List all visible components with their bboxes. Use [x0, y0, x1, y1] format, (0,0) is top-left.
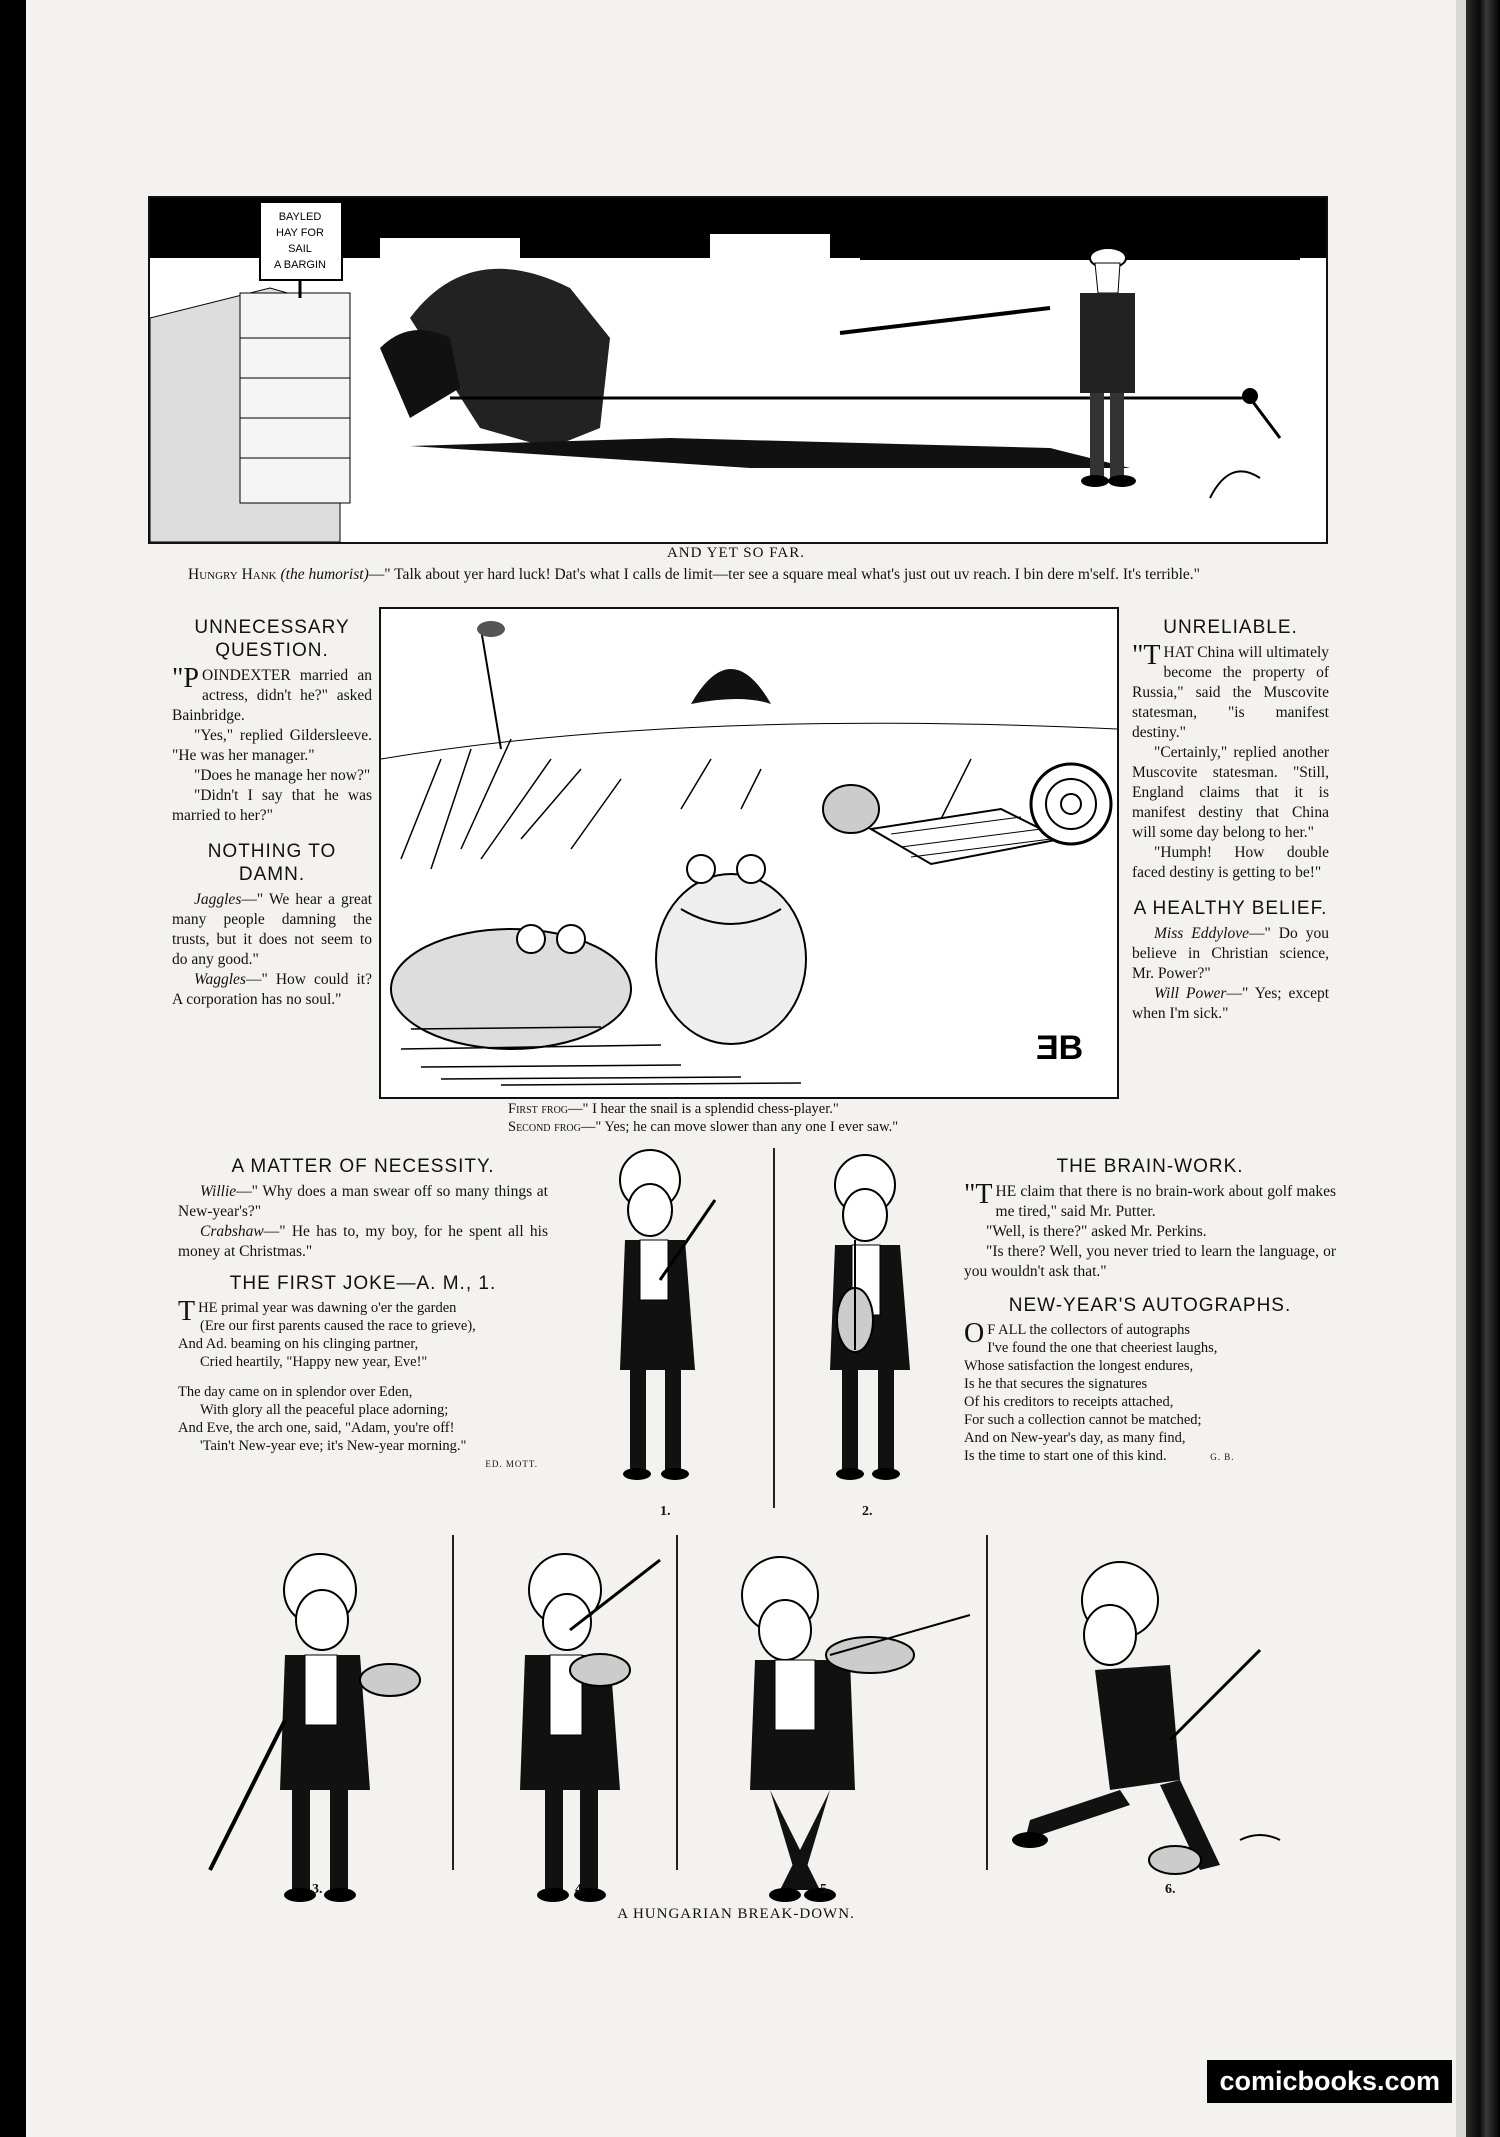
second-frog-line: —" Yes; he can move slower than any one I ever saw."	[580, 1119, 899, 1135]
hungry-hank-illustration	[150, 198, 1326, 542]
first-frog-line: —" I hear the snail is a splendid chess-player."	[568, 1101, 839, 1117]
left-column	[172, 616, 372, 1010]
divider-4	[986, 1535, 988, 1870]
heading-matter-of-necessity: A MATTER OF NECESSITY.	[231, 1156, 495, 1177]
poem-line-8: 'Tain't New-year eve; it's New-year morning."	[200, 1438, 467, 1454]
right-column	[1132, 616, 1329, 1024]
waggles-quote: —" How could it? A corporation has no soul."	[172, 971, 372, 1008]
top-cartoon-title: AND YET SO FAR.	[666, 545, 806, 561]
eddylove-speaker: Miss Eddylove	[1154, 925, 1249, 942]
jaggles-quote: —" We hear a great many people damning the trusts, but it does not seem to do any good."	[172, 891, 372, 968]
auto-line-3: Whose satisfaction the longest endures,	[964, 1358, 1194, 1374]
sign-line-1: BAYLED	[278, 211, 322, 223]
svg-text:ƎB: ƎB	[1036, 1029, 1084, 1067]
heading-unnecessary-question: UNNECESSARY QUESTION.	[194, 617, 350, 661]
dropcap-t: "T	[1132, 640, 1161, 671]
dropcap-brain-t: "T	[964, 1179, 993, 1210]
caption-speaker: Hungry Hank	[188, 566, 277, 583]
divider-2	[452, 1535, 454, 1870]
violinist-panel-3	[200, 1540, 440, 1920]
dropcap-poem-t: T	[178, 1296, 196, 1327]
heading-first-joke: THE FIRST JOKE—A. M., 1.	[229, 1273, 497, 1294]
manage-text: "Does he manage her now?"	[194, 767, 371, 784]
dropcap-poem-o: O	[964, 1318, 985, 1349]
panel-number-3: 3.	[312, 1882, 323, 1897]
panel-number-5: 5.	[820, 1882, 831, 1897]
violinist-3-drawing	[200, 1540, 440, 1920]
caption-quote: —" Talk about yer hard luck! Dat's what I calls de limit—ter see a square meal what's just out uv reach. I bin dere m'self. It's terrible."	[368, 566, 1200, 583]
divider-3	[676, 1535, 678, 1870]
heading-brain-work: THE BRAIN-WORK.	[1056, 1156, 1244, 1177]
panel-number-2: 2.	[862, 1504, 873, 1519]
violinist-panel-4	[470, 1540, 670, 1920]
violinist-panel-6	[1000, 1540, 1300, 1920]
eddylove-quote: —" Do you believe in Christian science, Mr. Power?"	[1132, 925, 1329, 982]
top-cartoon	[148, 196, 1328, 544]
auto-line-7: And on New-year's day, as many find,	[964, 1430, 1186, 1446]
poem-line-3: And Ad. beaming on his clinging partner,	[178, 1336, 419, 1352]
crabshaw-speaker: Crabshaw	[200, 1223, 264, 1240]
married-text: "Didn't I say that he was married to her?"	[172, 787, 372, 824]
willie-speaker: Willie	[200, 1183, 237, 1200]
poem-line-5: The day came on in splendor over Eden,	[178, 1384, 413, 1400]
willie-quote: —" Why does a man swear off so many things at New-year's?"	[178, 1183, 548, 1220]
golf-text: HE claim that there is no brain-work about golf makes me tired," said Mr. Putter.	[995, 1183, 1336, 1220]
violinist-6-drawing	[1000, 1540, 1300, 1920]
violinist-5-drawing	[690, 1540, 990, 1920]
sign-line-3: SAIL	[288, 243, 312, 255]
bottom-cartoon-title: A HUNGARIAN BREAK-DOWN.	[617, 1906, 855, 1922]
top-cartoon-caption	[148, 565, 1324, 584]
violinist-panel-2	[780, 1140, 970, 1519]
watermark: comicbooks.com	[1207, 2060, 1452, 2103]
caption-speaker-note: (the humorist)	[280, 566, 369, 583]
poem-line-4: Cried heartily, "Happy new year, Eve!"	[200, 1354, 428, 1370]
mid-right-column	[964, 1155, 1336, 1466]
power-quote: —" Yes; except when I'm sick."	[1132, 985, 1330, 1022]
poem-line-2: (Ere our first parents caused the race to grieve),	[200, 1318, 476, 1334]
violinist-2-drawing	[780, 1140, 970, 1500]
china-text: HAT China will ultimately become the property of Russia," said the Muscovite statesman, "is manifest destiny."	[1132, 644, 1330, 741]
poem-line-6: With glory all the peaceful place adorning;	[200, 1402, 449, 1418]
frogs-and-snail-illustration	[381, 609, 1117, 1097]
poem-author-mott: ED. MOTT.	[485, 1459, 538, 1469]
heading-nothing-to-damn: NOTHING TO DAMN.	[207, 841, 337, 885]
power-speaker: Will Power	[1154, 985, 1227, 1002]
panel-number-6: 6.	[1165, 1882, 1176, 1897]
poem-line-7: And Eve, the arch one, said, "Adam, you're off!	[178, 1420, 455, 1436]
crabshaw-quote: —" He has to, my boy, for he spent all his money at Christmas."	[178, 1223, 548, 1260]
auto-line-4: Is he that secures the signatures	[964, 1376, 1148, 1392]
auto-line-1: F ALL the collectors of autographs	[987, 1322, 1191, 1338]
waggles-speaker: Waggles	[194, 971, 246, 988]
heading-unreliable: UNRELIABLE.	[1163, 617, 1298, 638]
frog-caption	[508, 1100, 1128, 1136]
first-joke-poem	[178, 1296, 548, 1473]
heading-autographs: NEW-YEAR'S AUTOGRAPHS.	[1008, 1295, 1292, 1316]
second-frog-speaker: Second frog	[508, 1119, 581, 1135]
violinist-panel-1	[565, 1140, 765, 1519]
sign-line-4: A BARGIN	[274, 259, 326, 271]
poem-line-1: HE primal year was dawning o'er the garden	[198, 1300, 457, 1316]
auto-line-8-text: Is the time to start one of this kind.	[964, 1448, 1167, 1464]
auto-line-5: Of his creditors to receipts attached,	[964, 1394, 1174, 1410]
auto-line-8	[964, 1447, 1336, 1466]
page-binding-edge	[1466, 0, 1500, 2137]
poem-author-gb: G. B.	[1210, 1452, 1235, 1462]
violinist-1-drawing	[565, 1140, 765, 1500]
sign-line-2: HAY FOR	[276, 227, 324, 239]
violinist-4-drawing	[470, 1540, 670, 1920]
england-text: "Certainly," replied another Muscovite statesman. "Still, England claims that it is manifest destiny that China will some day belong to her."	[1132, 744, 1329, 841]
poindexter-text: OINDEXTER married an actress, didn't he?" asked Bainbridge.	[172, 667, 372, 724]
jaggles-speaker: Jaggles	[194, 891, 242, 908]
dropcap-p: "P	[172, 663, 200, 694]
frog-cartoon	[379, 607, 1119, 1099]
auto-line-6: For such a collection cannot be matched;	[964, 1412, 1202, 1428]
mid-left-column	[178, 1155, 548, 1473]
divider-1	[773, 1148, 775, 1508]
first-frog-speaker: First frog	[508, 1101, 569, 1117]
language-text: "Is there? Well, you never tried to learn the language, or you wouldn't ask that."	[964, 1243, 1336, 1280]
perkins-text: "Well, is there?" asked Mr. Perkins.	[986, 1223, 1207, 1240]
gildersleeve-text: "Yes," replied Gildersleeve. "He was her manager."	[172, 727, 372, 764]
heading-healthy-belief: A HEALTHY BELIEF.	[1133, 898, 1328, 919]
auto-line-2: I've found the one that cheeriest laughs,	[987, 1340, 1218, 1356]
humph-text: "Humph! How double faced destiny is getting to be!"	[1132, 844, 1329, 881]
panel-number-1: 1.	[660, 1504, 671, 1519]
autographs-poem	[964, 1318, 1336, 1466]
violinist-panel-5	[690, 1540, 990, 1920]
panel-number-4: 4.	[575, 1882, 586, 1897]
